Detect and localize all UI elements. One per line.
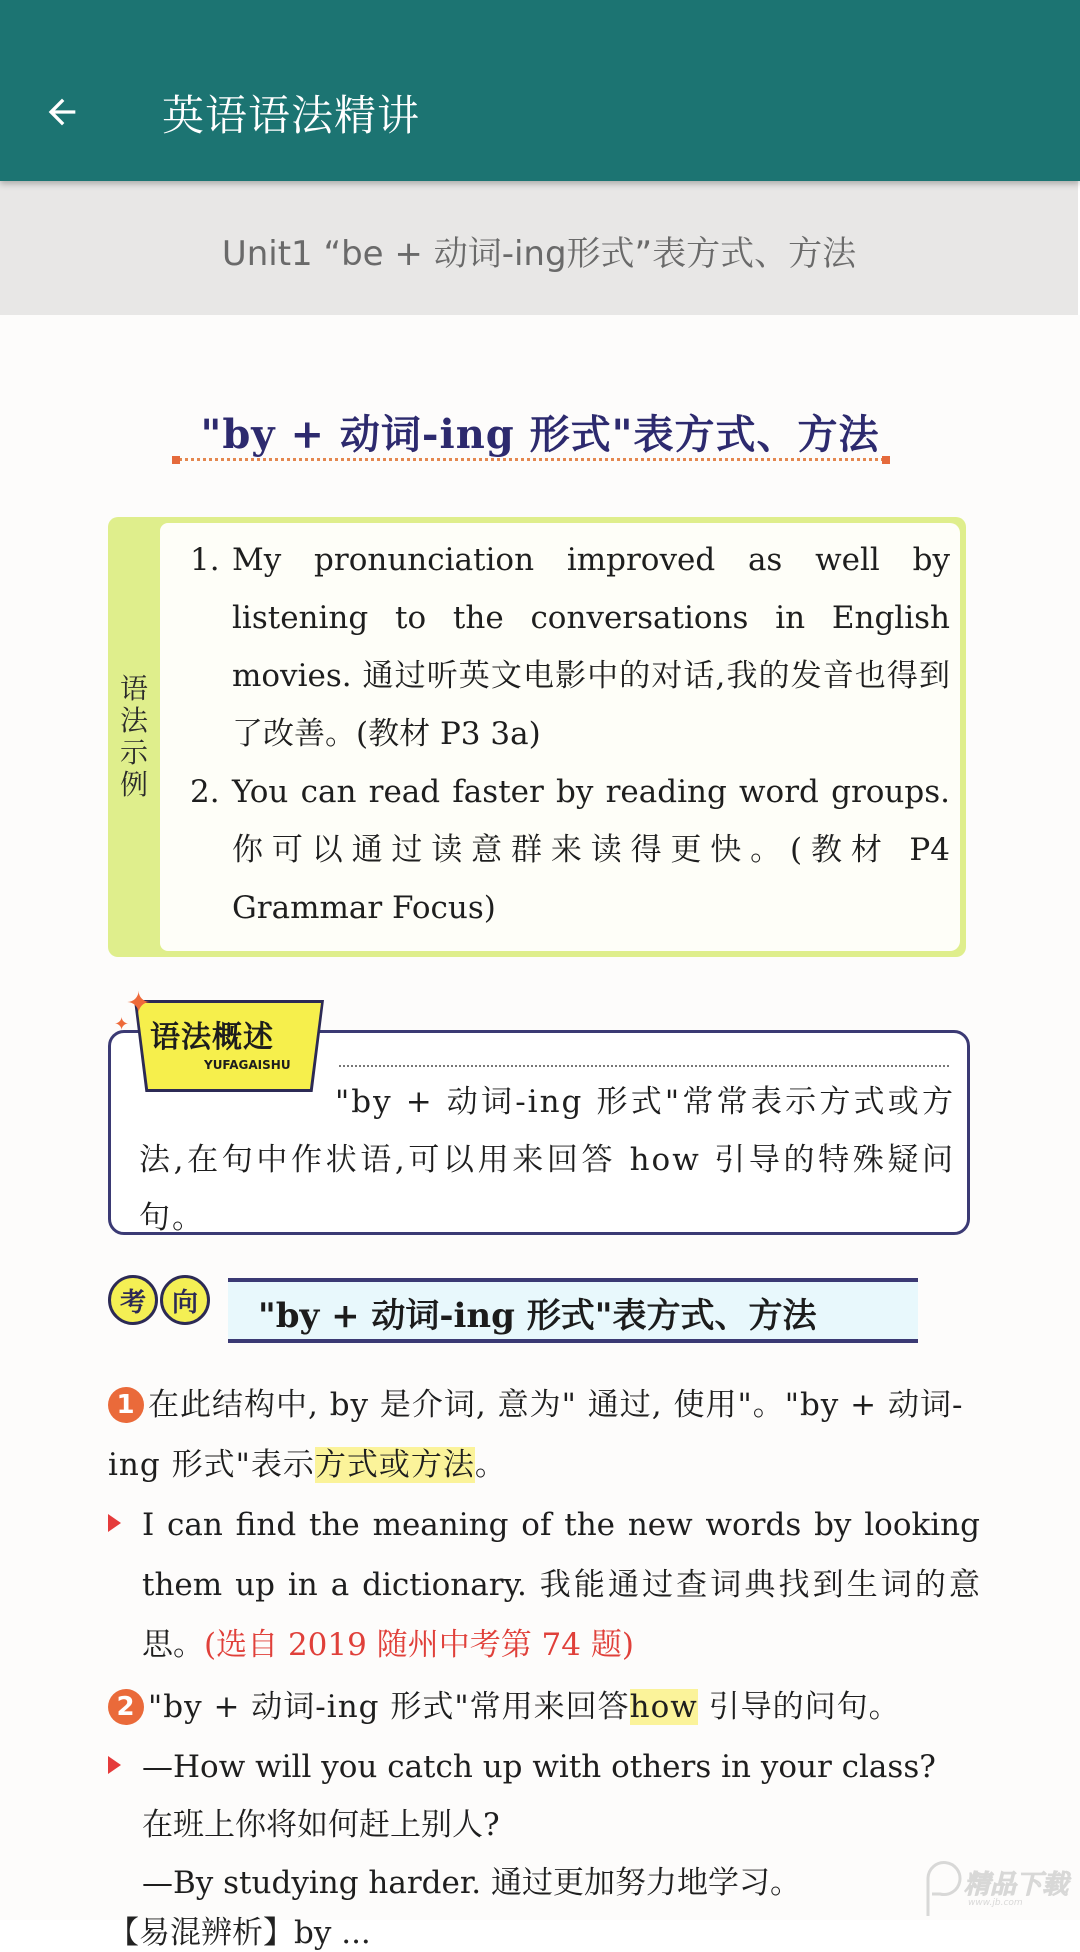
- example-sentence-text: I can find the meaning of the new words by looking them up in a dictionary. 我能通过查词典找到生词的意思。: [142, 1507, 980, 1663]
- example-text: My pronunciation improved as well by listening to the conversations in English movies. 通过听英文电影中的对话,我的发音也得到了改善。(教材 P3 3a): [232, 542, 950, 752]
- example-number: 1.: [190, 542, 220, 578]
- arrow-left-icon: [42, 92, 82, 132]
- example-sentence: [142, 1495, 980, 1675]
- cut-off-line: 【易混辨析】by ...: [108, 1915, 371, 1951]
- example-text: You can read faster by reading word groups. 你可以通过读意群来读得更快。(教材 P4 Grammar Focus): [232, 774, 950, 926]
- example-item: [190, 531, 950, 763]
- overview-tag-title: 语法概述: [150, 1020, 274, 1055]
- point-text: 引导的问句。: [697, 1689, 901, 1725]
- grammar-examples-box: [108, 517, 966, 957]
- overview-dotted-rule: [339, 1065, 949, 1067]
- focus-badge: 向: [160, 1275, 210, 1325]
- grammar-examples-content: [160, 523, 960, 951]
- watermark-text: 精品下载: [964, 1870, 1069, 1900]
- focus-badges: [108, 1275, 212, 1325]
- point-text: 在此结构中, by 是介词, 意为" 通过, 使用"。"by + 动词-ing 形式"表示: [108, 1387, 964, 1483]
- point-text: 。: [474, 1447, 507, 1483]
- example-source: (选自 2019 随州中考第 74 题): [204, 1627, 634, 1663]
- triangle-bullet-icon: [108, 1514, 121, 1532]
- point-2: [108, 1677, 980, 1737]
- overview-text: "by + 动词-ing 形式"常常表示方式或方法,在句中作状语,可以用来回答 how 引导的特殊疑问句。: [139, 1084, 955, 1236]
- watermark: [918, 1858, 1078, 1918]
- sparkle-icon: ✦: [114, 1014, 130, 1035]
- dialogue-answer: —By studying harder. 通过更加努力地学习。: [142, 1865, 801, 1901]
- section-title: "by + 动词-ing 形式"表方式、方法: [200, 411, 880, 458]
- point-text: "by + 动词-ing 形式"常用来回答: [148, 1689, 630, 1725]
- back-button[interactable]: [30, 80, 94, 144]
- dialogue-question-translation: 在班上你将如何赶上别人?: [142, 1807, 500, 1843]
- watermark-logo-icon: [918, 1858, 962, 1918]
- focus-badge: 考: [108, 1275, 158, 1325]
- focus-banner: [228, 1278, 918, 1343]
- dialogue-question: —How will you catch up with others in your class?: [142, 1749, 936, 1785]
- sparkle-icon: ✦: [126, 986, 152, 1021]
- example-number: 2.: [190, 774, 220, 810]
- focus-title: "by + 动词-ing 形式"表方式、方法: [258, 1296, 817, 1336]
- watermark-url: www.jb.com: [968, 1898, 1023, 1908]
- grammar-examples-label: [108, 517, 160, 957]
- overview-tag-subtitle: YUFAGAISHU: [204, 1058, 291, 1072]
- app-toolbar: [0, 0, 1080, 181]
- chapter-subtitle-bar: [0, 181, 1078, 315]
- highlighted-text: 方式或方法: [314, 1447, 475, 1483]
- overview-tag: [114, 986, 324, 1110]
- textbook-page-image[interactable]: [0, 315, 1080, 1951]
- highlighted-text: how: [629, 1689, 698, 1725]
- chapter-subtitle: Unit1 “be + 动词-ing形式”表方式、方法: [221, 233, 857, 274]
- page-title: 英语语法精讲: [162, 91, 421, 140]
- label-char: 示: [119, 736, 148, 769]
- label-char: 语: [119, 672, 148, 705]
- number-badge: 2: [108, 1689, 144, 1725]
- point-1: [108, 1375, 980, 1495]
- label-char: 例: [119, 768, 148, 801]
- number-badge: 1: [108, 1387, 144, 1423]
- section-title-underline: [172, 458, 890, 462]
- example-item: [190, 763, 950, 937]
- triangle-bullet-icon: [108, 1756, 121, 1774]
- label-char: 法: [119, 704, 148, 737]
